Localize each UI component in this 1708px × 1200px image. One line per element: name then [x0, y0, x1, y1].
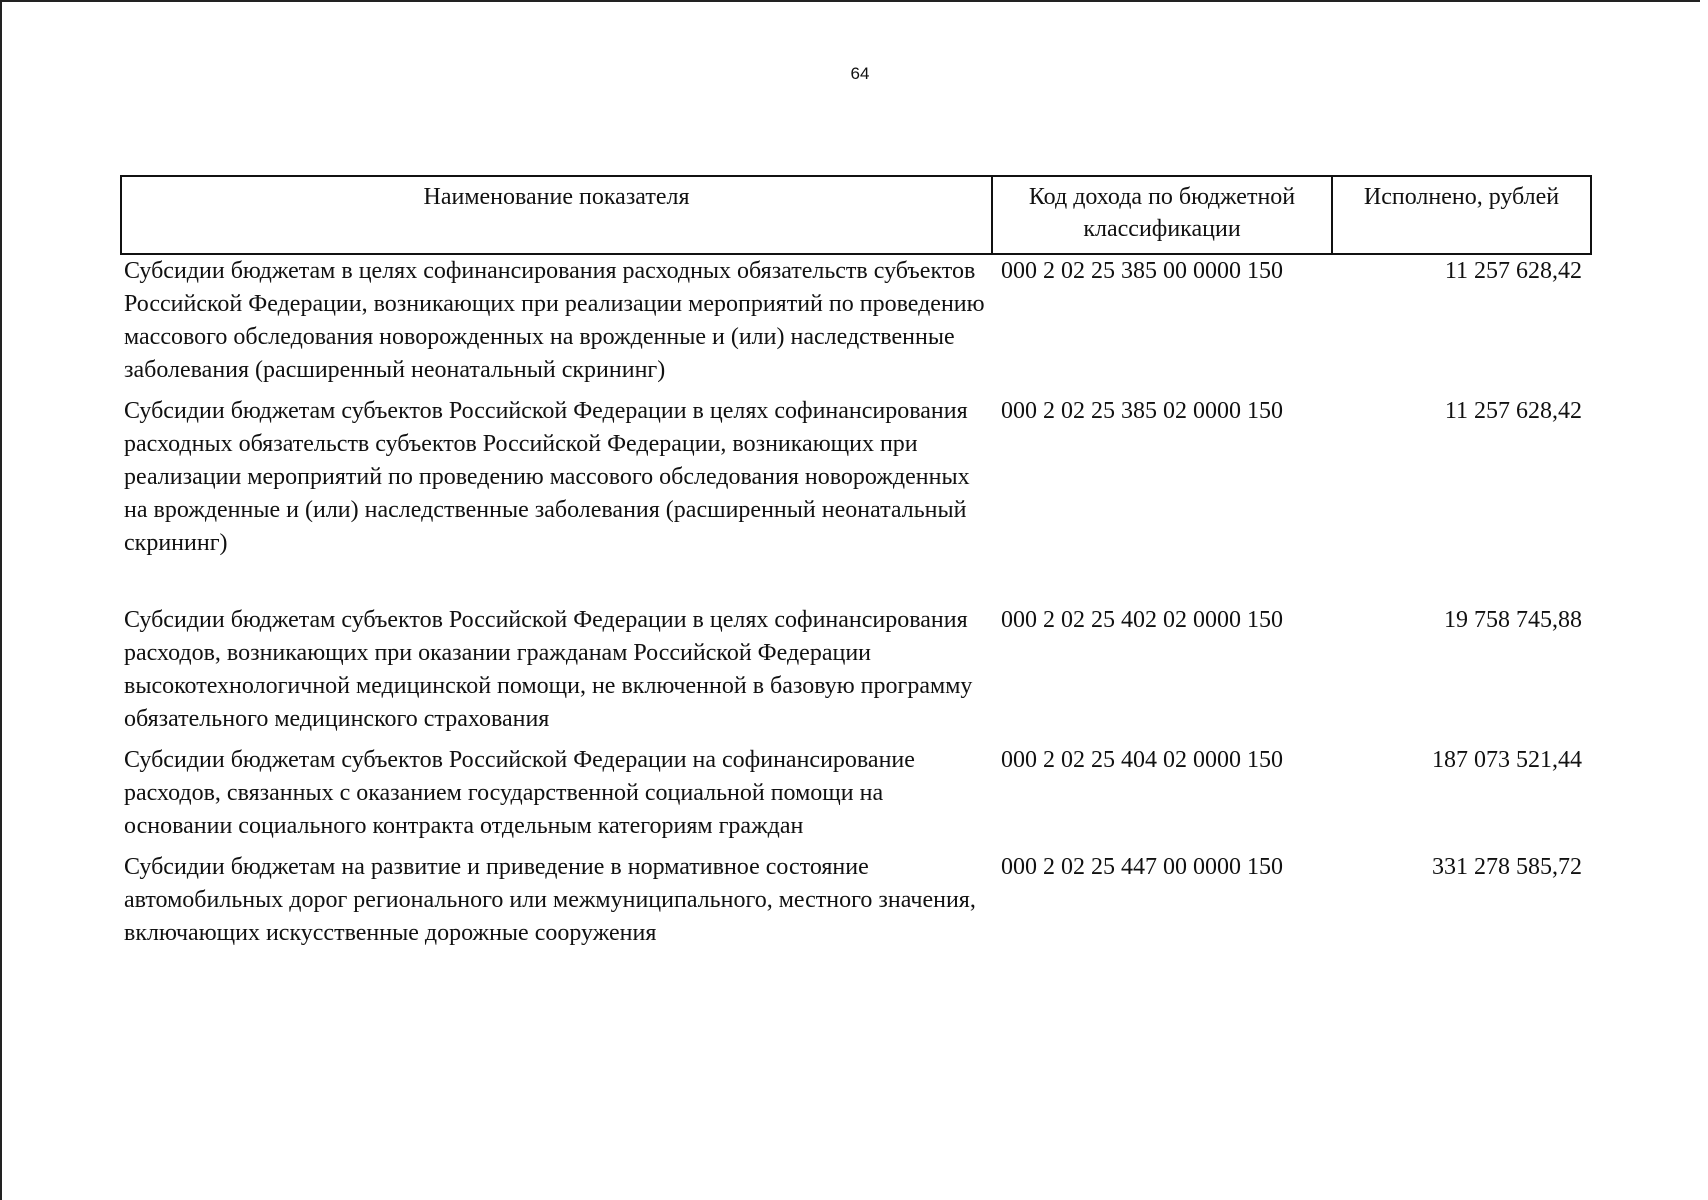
row-code: 000 2 02 25 402 02 0000 150: [1001, 607, 1283, 633]
page-left-edge: [0, 0, 2, 1200]
page-top-edge: [0, 0, 1700, 2]
row-name: Субсидии бюджетам субъектов Российской Федерации в целях софинансирования расходных обязательств субъектов Российской Федерации, возникающих при реализации мероприятий по проведению массового обследования новорожденных на врожденные и (или) наследственные заболевания (расширенный неонатальный скрининг): [124, 398, 970, 556]
row-name: Субсидии бюджетам на развитие и приведение в нормативное состояние автомобильных дорог регионального или межмуниципального, местного значения, включающих искусственные дорожные сооружения: [124, 854, 976, 946]
page-number: 64: [850, 64, 870, 83]
row-amount: 19 758 745,88: [1444, 607, 1582, 633]
table-row: [120, 851, 1592, 950]
row-amount: 187 073 521,44: [1432, 747, 1582, 773]
row-amount: 11 257 628,42: [1444, 258, 1582, 284]
row-code: 000 2 02 25 385 02 0000 150: [1001, 398, 1283, 424]
row-code: 000 2 02 25 385 00 0000 150: [1001, 258, 1283, 284]
table-row: [120, 255, 1592, 387]
row-amount: 331 278 585,72: [1432, 854, 1582, 880]
row-name: Субсидии бюджетам субъектов Российской Федерации на софинансирование расходов, связанных с оказанием государственной социальной помощи на основании социального контракта отдельным категориям граждан: [124, 747, 915, 839]
header-amount: Исполнено, рублей: [1363, 184, 1560, 210]
row-code: 000 2 02 25 404 02 0000 150: [1001, 747, 1283, 773]
table-row: [120, 744, 1592, 843]
table-body: [120, 255, 1592, 950]
row-name: Субсидии бюджетам в целях софинансирования расходных обязательств субъектов Российской Федерации, возникающих при реализации мероприятий по проведению массового обследования новорожденных на врожденные и (или) наследственные заболевания (расширенный неонатальный скрининг): [124, 258, 985, 383]
header-name: Наименование показателя: [122, 177, 993, 253]
table-row: [120, 604, 1592, 736]
header-code: Код дохода по бюджетной классификации: [993, 177, 1333, 253]
row-amount: 11 257 628,42: [1444, 398, 1582, 424]
table-row: [120, 395, 1592, 560]
row-code: 000 2 02 25 447 00 0000 150: [1001, 854, 1283, 880]
table-header: [120, 175, 1592, 255]
row-name: Субсидии бюджетам субъектов Российской Федерации в целях софинансирования расходов, возникающих при оказании гражданам Российской Федерации высокотехнологичной медицинской помощи, не включенной в базовую программу обязательного медицинского страхования: [124, 607, 973, 732]
